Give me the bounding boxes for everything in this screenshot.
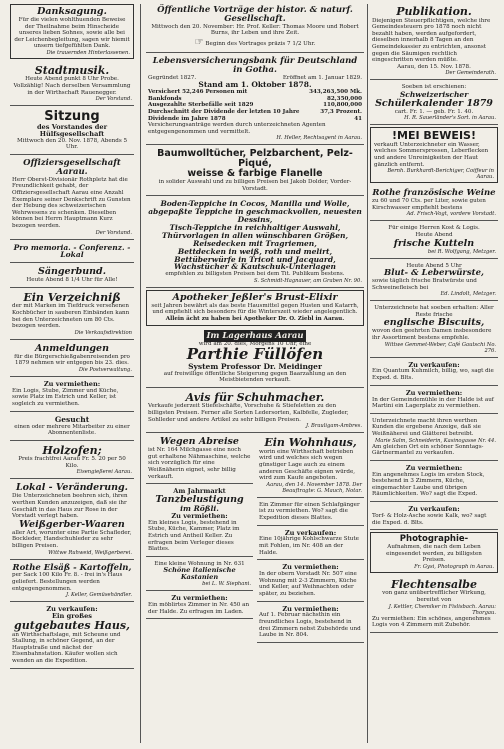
publikation-title: Publikation.: [396, 5, 472, 18]
flechtensalbe-foot: Zu vermiethen: Ein schönes, angenehmes Logis von 4 Zimmern mit Zubehör.: [372, 615, 491, 629]
ad-baumwolltuecher: [146, 147, 364, 196]
beweis-text: verkauft Unterzeichneter ein Wasser, welches Sommersprossen, Leberflecken und andere Unreinigkeiten der Haut gänzlich entfernt.: [374, 141, 489, 168]
lagerhaus-title-text: Im Lagerhaus Aarau: [206, 330, 304, 341]
stute-text: Eine 10jährige Kohlschwarze Stute mit Fohlen, im Nr. 408 an der Halde.: [259, 536, 359, 556]
ad-publikation: [370, 4, 498, 80]
ad-parthie-fuelloefen: [146, 330, 364, 388]
biscuits-title: englische Biscuits,: [383, 317, 485, 329]
ad-stute: [257, 528, 364, 561]
ad-holzofen: [10, 443, 134, 480]
verzeichniss-title: Ein Verzeichniß: [23, 290, 121, 304]
beweis-sign: Bernh. Burkhardt-Berichiger, Coiffeur in Aarau.: [387, 168, 494, 181]
weissgerber-sign: Wittwe Ruhweid, Weißgerberei.: [48, 549, 132, 556]
rothe-kartoffeln-text: per Sack 100 Kilo Fr. 8. - frei in's Haus geliefert. Bestellungen werden entgegengenommen.: [12, 572, 123, 592]
anmeldungen-text: für die Bürgerschießgabenreisenden pro 1879 nehmen wir entgegen bis 23. dies.: [14, 353, 130, 367]
row-value: 343,263,500 Mk.: [309, 89, 362, 96]
lebensversicherung-sub2: Eröffnet am 1. Januar 1829.: [282, 74, 362, 81]
vermiethen-5-text: In der Gemeindemühle in der Halde ist auf Martini ein Lagerplatz zu vermiethen.: [372, 396, 494, 410]
lebensversicherung-sub1: Gegründet 1827.: [148, 74, 197, 81]
baumwolltuecher-title: Baumwolltücher, Pelzbarchent, Pelz-Piqué,: [157, 148, 353, 170]
ad-lebensversicherung: [146, 55, 364, 145]
danksagung-text: Für die vielen wohlthuenden Beweise der Theilnahme beim Hinscheide unseres lieben Sohnes, sowie alle bei der Leichenbegleitung, sagen wir hiemit unsern tiefgefühlten Dank.: [14, 16, 130, 50]
row-value: 37,3 Prozent.: [320, 108, 362, 115]
avis-title: Avis für Schuhmacher.: [185, 390, 325, 404]
row-label: Dividende im Jahre 1878: [148, 115, 226, 122]
kuhmilch-title: Zu verkaufen:: [408, 360, 460, 369]
flechtensalbe-title: Flechtensalbe: [391, 577, 477, 591]
teppiche-text: empfehlen zu billigsten Preisen bei dem Tit. Publikum bestens.: [165, 271, 345, 278]
tanz-head: Am Jahrmarkt: [173, 487, 226, 496]
kutteln-sign: bei R. Wolfgang, Metzger.: [427, 248, 496, 255]
ad-vermiethen-3: [257, 562, 364, 601]
teppiche-line-2: abgepaßte Teppiche in geschmackvollen, neuesten Dessins,: [148, 207, 362, 225]
stadtmusik-sign: Der Vorstand.: [95, 96, 132, 103]
danksagung-title: Danksagung.: [37, 6, 107, 17]
weissgerber-title: Weißgerber-Waaren: [19, 518, 125, 530]
vermiethen-3-text: In der obern Vorstadt Nr. 507 eine Wohnung mit 2-3 Zimmern, Küche und Keller, auf Weihnachten oder später, zu beziehen.: [259, 571, 357, 597]
vortraege-text: Mittwoch den 20. November: Hr. Prof. Keller: Thomas Moore und Robert Burns, ihr Leben und ihre Zeit.: [151, 23, 359, 37]
column-divider: [367, 4, 368, 743]
publikation-text: Diejenigen Steuerpflichtigen, welche ihre Gemeindesteuern pro 1878 noch nicht bezahlt haben, werden aufgefordert, dieselben innerhalb 8 Tagen an den Gemeindekassier zu entrichten, ansonst gegen die Säumigen rechtlich eingeschritten werden müßte.: [372, 17, 491, 64]
brust-elixir-text-2: Allein ächt zu haben bei Apotheker Dr. O. Ziebl in Aarau.: [165, 316, 345, 323]
lebensversicherung-foot: Versicherungsanträge werden durch unterzeichneten Agenten entgegengenommen und vermittelt.: [148, 122, 326, 135]
offiziersgesellschaft-title: Offiziersgesellschaft Aarau.: [23, 157, 121, 177]
vermiethen-4-text: Auf 1. Februar nächsthin ein freundliches Logis, bestehend in drei Zimmern nebst Zubehörde und Laube in Nr. 804.: [259, 612, 361, 639]
offiziersgesellschaft-text: Herr Oberst-Divisionär Rothpletz hat die Freundlichkeit gehabt, der Offiziersgesellschaft Aarau eine Anzahl Exemplare seiner Denkschrift zu Gunsten der Hebung des schweizerischen Wehrwesens zu schenken. Dieselben können bei Herrn Hauptmann Kurz bezogen werden.: [12, 176, 131, 229]
torf-title: Zu verkaufen:: [408, 505, 460, 514]
ad-wohnhaus: [257, 435, 364, 498]
ad-zimmer: [257, 500, 364, 526]
column-divider: [140, 4, 141, 743]
kuhmilch-text: Ein Quantum Kuhmilch, billig, wo, sagt die Exped. d. Blts.: [372, 368, 494, 382]
sitzung-title: Sitzung: [44, 109, 100, 125]
weissnaeherei-text: Unterzeichnete macht ihren werthen Kunden die ergebene Anzeige, daß sie Weißnäherei und Glätterei betreibt.: [372, 417, 481, 437]
tanz-text: Ein kleines Logis, bestehend in Stube, Küche, Kammer, Platz im Estrich und Antheil Keller. Zu erfragen beim Verleger dieses Blattes.: [148, 519, 240, 553]
ad-schuelerkalender: [370, 82, 498, 125]
teppiche-line-5: Reisedecken mit Tragriemen,: [193, 238, 317, 248]
kalender-price: cart. Fr. 1. — geb. Fr. 1. 40.: [394, 108, 474, 115]
brust-elixir-text: seit Jahren bewährt als das beste Hausmittel gegen Husten und Katarrh, und empfiehlt sich besonders für die Winterszeit wieder angelegentlich.: [151, 302, 359, 316]
kutteln-title: frische Kutteln: [393, 237, 475, 249]
stute-title: Zu verkaufen:: [284, 528, 337, 537]
lebensversicherung-stand: Stand am 1. Oktober 1878.: [198, 80, 312, 90]
flechtensalbe-sign: J. Kettler, Chemiker in Fislisbach. Aarau: Thorgau.: [388, 603, 496, 616]
weine-title: Rothe französische Weine: [372, 188, 496, 199]
photographie-title: Photographie-: [399, 534, 469, 545]
kutteln-sub: Heute Abend: [415, 231, 453, 238]
verzeichniss-text: der mit Marken im Tiefdruck versehenen Kochbücher in sauberen Einbänden kann bei den Unterzeichneten um 80 Cts. bezogen werden.: [12, 303, 130, 330]
ad-beweis: [370, 127, 498, 183]
wohnhaus-title: Ein Wohnhaus,: [264, 436, 357, 450]
blut-head: Heute Abend 5 Uhr: [406, 262, 462, 269]
kalender-title: Schülerkalender 1879: [375, 97, 493, 109]
tanz-verm: Zu vermiethen:: [171, 511, 228, 520]
ad-anmeldungen: [10, 342, 134, 377]
column-right: [370, 4, 498, 743]
baumwolltuecher-sub: weisse & farbige Flanelle: [187, 168, 323, 180]
ad-wegen-abreise: [146, 435, 253, 484]
vermiethen-2-text: Ein möblirtes Zimmer in Nr. 450 an der Halde. Zu erfragen im Laden.: [148, 602, 250, 615]
vermiethen-1-title: Zu vermiethen:: [43, 379, 101, 388]
table-row: [148, 89, 362, 96]
kutteln-head: Für einige Herren Kost & Logis.: [388, 225, 480, 232]
anmeldungen-sign: Die Postverwaltung.: [78, 366, 132, 373]
vortraege-time-text: Beginn des Vortrages präzis 7 1/2 Uhr.: [205, 41, 316, 48]
column-middle: [146, 4, 364, 743]
rothe-kartoffeln-title: Rothe Elsäß - Kartoffeln,: [12, 562, 132, 573]
lagerhaus-date: wird am 20. dies, Morgens 10 Uhr, eine: [198, 340, 312, 347]
gesucht-text: einen oder mehrere Mitarbeiter zu einer Abonnentenliste.: [14, 423, 130, 437]
ad-flechtensalbe: [370, 577, 498, 633]
sitzung-sub: des Vorstandes der Hülfsgesellschaft: [36, 122, 108, 138]
tanz-place: im Rößli.: [180, 504, 219, 514]
bottom-split: [146, 435, 364, 645]
ad-kastanien: [146, 559, 253, 591]
blut-text: sowie täglich frische Bratwürste und Schweinefleisch bei: [372, 278, 477, 291]
kastanien-head: Eine kleine Wohnung in Nr. 631: [154, 560, 245, 567]
baumwolltuecher-text: in solider Auswahl und zu billigen Preisen bei Jakob Dolder, Vorder-Vorstadt.: [158, 179, 352, 192]
bottom-right: [257, 435, 364, 645]
biscuits-head: Unterzeichnete hat soeben erhalten: Aller Reste frische: [374, 305, 494, 318]
teppiche-sign: S. Schmidt-Hagnauer, am Graben Nr. 90.: [254, 277, 362, 284]
row-value: 41: [354, 115, 362, 122]
ad-photographie: [370, 532, 498, 573]
parthie-title: Parthie Füllöfen: [186, 345, 324, 364]
teppiche-line-8: Wachstücher & Kautschuk-Unterlagen: [174, 262, 336, 272]
teppiche-line-6: Bettdecken in weiß, roth und melirt,: [177, 246, 333, 256]
row-label: Bankfonds: [148, 95, 182, 102]
ad-brust-elixir: [146, 290, 364, 326]
row-label: Durchschnitt der Dividende der letzten 10 Jahre: [148, 108, 300, 115]
biscuits-sign: Wittwe Gemmet-Weber, Café Gautschi No. 276.: [384, 341, 496, 354]
ad-torf: [370, 504, 498, 530]
saengerbund-text: Heute Abend 8 1/4 Uhr für Alle!: [26, 277, 118, 284]
ad-vermiethen-1: [10, 379, 134, 412]
vortraege-title: Öffentliche Vorträge der histor. & naturf. Gesellschaft.: [157, 5, 353, 24]
vermiethen-1-text: Ein Logis, Stube, Zimmer und Küche, sowie Platz im Estrich und Keller, ist sogleich zu vermiethen.: [12, 387, 119, 408]
weine-sign: Ad. Frisch-Vogt, vordere Vorstadt.: [406, 211, 496, 218]
lebensversicherung-sign: H. Heller, Rechtsagent in Aarau.: [276, 135, 362, 142]
sitzung-date: Mittwoch den 20. Nov. 1878, Abends 5 Uhr.: [16, 137, 128, 151]
parthie-sub: System Professor Dr. Meidinger: [188, 361, 322, 371]
haus-title: gutgebautes Haus,: [14, 619, 130, 633]
bottom-left: [146, 435, 253, 645]
table-row: [148, 116, 362, 123]
holzofen-sign: Eisengießerei Aarau.: [76, 469, 132, 476]
danksagung-sign: Die trauernden Hinterlassenen.: [46, 49, 130, 56]
ad-verzeichniss: [10, 290, 134, 340]
ad-gesucht: [10, 414, 134, 441]
vermiethen-3-title: Zu vermiethen:: [282, 563, 339, 572]
kastanien-title: Schöne italienische Kastanien: [163, 566, 236, 582]
row-value: 82,350,000: [326, 95, 362, 102]
ad-oeffentliche-vortraege: [146, 4, 364, 53]
vortraege-time: [148, 37, 362, 49]
ad-rothe-kartoffeln: [10, 562, 134, 603]
photographie-text: Aufnahmen, die nach dem Leben eingesendet werden, zu billigsten Preisen.: [386, 544, 482, 564]
blut-sign: Ed. Lindolt, Metzger.: [440, 291, 496, 298]
kalender-sub: Schweizerischer: [399, 89, 469, 99]
teppiche-line-1: Boden-Teppiche in Cocos, Manilla und Wolle,: [160, 199, 350, 209]
ad-kuhmilch: [370, 360, 498, 386]
ad-avis-schuhmacher: [146, 390, 364, 433]
ad-saengerbund: [10, 265, 134, 288]
haus-verkaufen-title: Zu verkaufen:: [46, 605, 98, 614]
brust-elixir-title: Apotheker Jeßler's Brust-Elixir: [172, 291, 338, 303]
rothe-kartoffeln-sign: J. Keller, Gemüsehändler.: [66, 592, 132, 599]
teppiche-line-3: Tisch-Teppiche in reichhaltiger Auswahl,: [169, 223, 341, 233]
ad-weissnaeherei: [370, 416, 498, 461]
weissgerber-text: aller Art, worunter eine Partie Schafleder, Bockleder, Handschuhleder zu sehr billigen Preisen.: [12, 529, 132, 549]
pointing-hand-icon: ☞: [194, 37, 204, 49]
column-left: [10, 4, 134, 743]
ad-blutwuerste: [370, 261, 498, 302]
verzeichniss-sign: Die Verkaufsdirektion: [74, 329, 132, 336]
teppiche-line-4: Thürvorlagen in allen wünschbaren Größen,: [161, 230, 349, 240]
ad-kutteln: [370, 223, 498, 258]
tanz-title: Tanzbelustigung: [155, 494, 244, 506]
zimmer-text: Ein Zimmer für einen Schlafgänger ist zu vermiethen. Wo? sagt die Expedition dieses Blattes.: [259, 501, 360, 521]
ad-danksagung: [10, 4, 134, 59]
row-label: Ausgezahlte Sterbefälle seit 1829: [148, 102, 254, 109]
flechtensalbe-sub: von ganz unübertrefflicher Wirkung,: [382, 590, 486, 597]
ad-teppiche: [146, 198, 364, 287]
lebensversicherung-title: Lebensversicherungsbank für Deutschland in Gotha.: [152, 55, 358, 75]
weissnaeherei-sign: Marie Salm, Schneiderin, Kasinogasse Nr. 44.: [374, 437, 496, 444]
weine-text: zu 60 und 70 Cts. per Liter, sowie guten Kirschwasser empfiehlt bestens: [372, 198, 486, 211]
anmeldungen-title: Anmeldungen: [34, 342, 110, 354]
holzofen-title: Holzofen;: [42, 443, 102, 457]
ad-tanz: [146, 486, 253, 557]
lagerhaus-title: [148, 332, 362, 341]
ad-lokal-veraenderung: [10, 481, 134, 559]
lokal-veraenderung-title: Lokal - Veränderung.: [16, 482, 128, 494]
torf-text: Torf- & Holz-Asche sowie Kalk, wo? sagt die Exped. d. Blts.: [372, 512, 487, 526]
stadtmusik-title: Stadtmusik.: [34, 63, 110, 77]
wohnhaus-sign: Aarau, den 14. November 1878. Der Beauftragte: G. Mauch, Notar.: [266, 481, 362, 494]
parthie-text: auf freiwillige öffentliche Steigerung gegen Baarzahlung an den Meistbietenden verkauft.: [163, 370, 347, 384]
saengerbund-title: Sängerbund.: [37, 266, 107, 278]
vermiethen-6-text: Ein angenehmes Logis im ersten Stock, bestehend in 3 Zimmern, Küche, eingemachter Laube und übrigen Räumlichkeiten. Wo? sagt die Exped.: [372, 471, 485, 498]
ad-sitzung: [10, 108, 134, 155]
vermiethen-6-title: Zu vermiethen:: [405, 463, 463, 472]
haus-text: an Wirthschaftslage, mit Scheune und Stallung, in schöner Gegend, an der Hauptstraße und nächst der Eisenbahnstation. Käufer wollen sich wenden an die Expedition.: [12, 631, 121, 664]
publikation-sign: Der Gemeinderath.: [445, 70, 496, 77]
row-label: Versichert 52,246 Personen mit: [148, 89, 248, 96]
ad-vermiethen-2: [146, 593, 253, 619]
offiziersgesellschaft-sign: Der Vorstand.: [95, 229, 132, 236]
ad-pro-memoria: [10, 242, 134, 264]
lokal-veraenderung-text: Die Unterzeichneten beehren sich, ihren werthen Kunden anzuzeigen, daß sie ihr Geschäft in das Haus zur Rose in der Vorstadt verlegt haben.: [12, 493, 128, 520]
pro-memoria-title: Pro memoria. - Conferenz. - Lokal: [13, 242, 131, 260]
wegen-abreise-title: Wegen Abreise: [160, 436, 239, 448]
mantel-text: Am gleichen Ort ein schöner Sonntags-Gärtnermantel zu verkaufen.: [372, 443, 484, 457]
ad-vermiethen-5: [370, 388, 498, 414]
kastanien-sign: bei L. W. Siephani.: [202, 581, 251, 588]
ad-rothe-weine: [370, 187, 498, 221]
wohnhaus-text: worin eine Wirthschaft betrieben wird und welches sich wegen günstiger Lage auch zu einem anderen Geschäfte eignen würde, wird zum Kaufe angeboten.: [259, 448, 356, 482]
biscuits-text: wovon den geehrten Damen insbesondere ihr Assortiment bestens empfehle.: [372, 328, 492, 341]
stadtmusik-text: Heute Abend punkt 8 Uhr Probe. Vollzählig! Nach derselben Versammlung in der Wirthschaft Rauenegger.: [13, 76, 131, 96]
gesucht-title: Gesucht: [54, 414, 90, 424]
table-row: [148, 102, 362, 109]
haus-verkaufen-sub: Ein großes: [51, 612, 93, 621]
holzofen-text: Preis frachtfrei Aarau Fr. 5. 20 per 50 Kilo.: [18, 456, 126, 469]
ad-offiziersgesellschaft: [10, 157, 134, 240]
ad-biscuits: [370, 303, 498, 357]
wegen-abreise-text: ist Nr. 164 Milchgasse eine noch gut erhaltene Nähmaschine, welche sich vorzüglich für eine Weißnäherin eignet, sehr billig verkauft.: [148, 447, 251, 480]
avis-sign: J. Brauligam-Ambres.: [306, 423, 362, 430]
beweis-title: !MEI BEWEIS!: [392, 129, 476, 143]
vermiethen-5-title: Zu vermiethen:: [405, 388, 463, 397]
teppiche-line-7: Bettüberwürfe in Tricot und Jacquard,: [174, 254, 336, 264]
table-row: [148, 109, 362, 116]
row-value: 110,800,000: [323, 102, 362, 109]
ad-haus-verkaufen: [10, 604, 134, 668]
lebensversicherung-table: [148, 89, 362, 122]
avis-text: Verkaufe jederzeit Stiefelschäfte, Vorschuhe & Stiefeletten zu den billigsten Preisen. Ferner alle Sorten Ledersorten, Kalbfelle, Zugleder, Sohlleder und andere Artikel zu sehr billigen Preisen.: [148, 403, 349, 423]
ad-stadtmusik: [10, 63, 134, 106]
vermiethen-4-title: Zu vermiethen:: [282, 604, 339, 613]
publikation-date: Aarau, den 15. Nov. 1878.: [397, 63, 471, 70]
flechtensalbe-text: bereitet von: [416, 597, 452, 603]
kalender-intro: Soeben ist erschienen:: [401, 84, 467, 91]
ad-vermiethen-6: [370, 463, 498, 502]
vermiethen-2-title: Zu vermiethen:: [171, 594, 228, 603]
ad-vermiethen-4: [257, 604, 364, 643]
photographie-sign: Fr. Gysi, Photograph in Aarau.: [414, 563, 494, 570]
kalender-sign: H. R. Sauerländer's Sort. in Aarau.: [404, 115, 496, 122]
blut-title: Blut- & Leberwürste,: [384, 268, 484, 279]
